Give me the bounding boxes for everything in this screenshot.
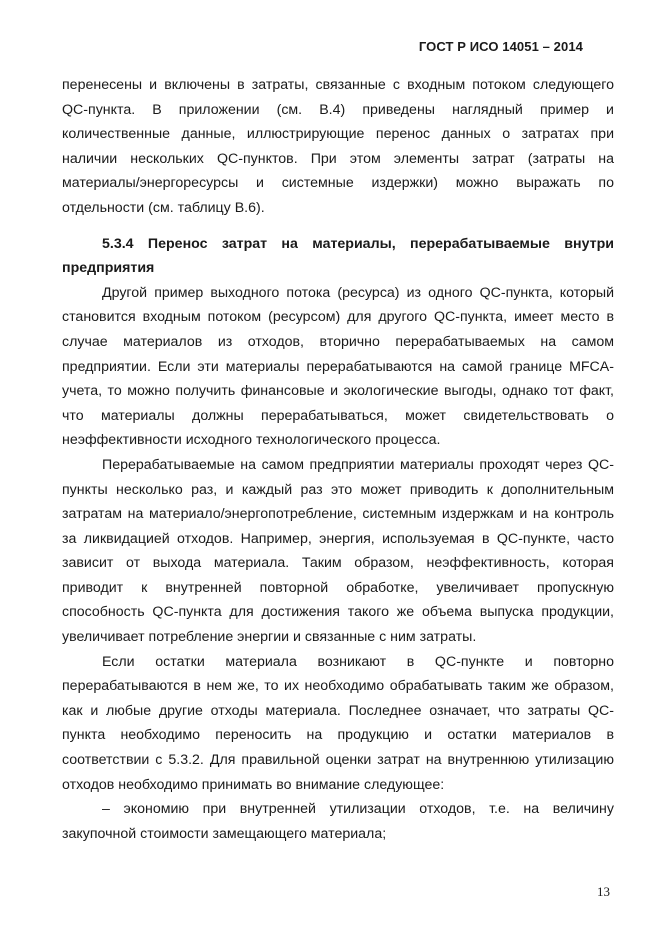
document-body xyxy=(62,73,614,846)
paragraph-waste-materials: Другой пример выходного потока (ресурса) из одного QC-пункта, который становится входным потоком (ресурсом) для другого QC-пункта, имеет место в случае материалов из отходов, вторично перерабатываемых на самом предприятии. Если эти материалы перерабатываются на самой границе MFCA-учета, то можно получить финансовые и экологические выгоды, однако тот факт, что материалы должны перерабатываться, может свидетельствовать о неэффективности исходного технологического процесса. xyxy=(62,284,614,449)
section-heading-5-3-4: 5.3.4 Перенос затрат на материалы, перерабатываемые внутри предприятия xyxy=(62,235,614,277)
document-header: ГОСТ Р ИСО 14051 – 2014 xyxy=(418,39,583,54)
paragraph-recycled-materials: Перерабатываемые на самом предприятии материалы проходят через QC-пункты несколько раз, и каждый раз это может приводить к дополнительным затратам на материало/энергопотребление, системным издержкам и на контроль за ликвидацией отходов. Например, энергия, используемая в QC-пункте, часто зависит от выхода материала. Таким образом, неэффективность, которая приводит к внутренней повторной обработке, увеличивает пропускную способность QC-пункта для достижения такого же объема выпуска продукции, увеличивает потребление энергии и связанные с ним затраты. xyxy=(62,456,614,646)
paragraph-continuation: перенесены и включены в затраты, связанные с входным потоком следующего QC-пункта. В приложении (см. В.4) приведены наглядный пример и количественные данные, иллюстрирующие перенос данных о затратах при наличии нескольких QC-пунктов. При этом элементы затрат (затраты на материалы/энергоресурсы и системные издержки) можно выражать по отдельности (см. таблицу В.6). xyxy=(62,77,614,216)
list-item-savings: – экономию при внутренней утилизации отходов, т.е. на величину закупочной стоимости замещающего материала; xyxy=(62,801,614,842)
paragraph-material-residues: Если остатки материала возникают в QC-пункте и повторно перерабатываются в нем же, то их необходимо обрабатывать таким же образом, как и любые другие отходы материала. Последнее означает, что затраты QC-пункта необходимо переносить на продукцию и остатки материалов в соответствии с 5.3.2. Для правильной оценки затрат на внутреннюю утилизацию отходов необходимо принимать во внимание следующее: xyxy=(62,653,614,793)
page-number: 13 xyxy=(597,884,610,899)
